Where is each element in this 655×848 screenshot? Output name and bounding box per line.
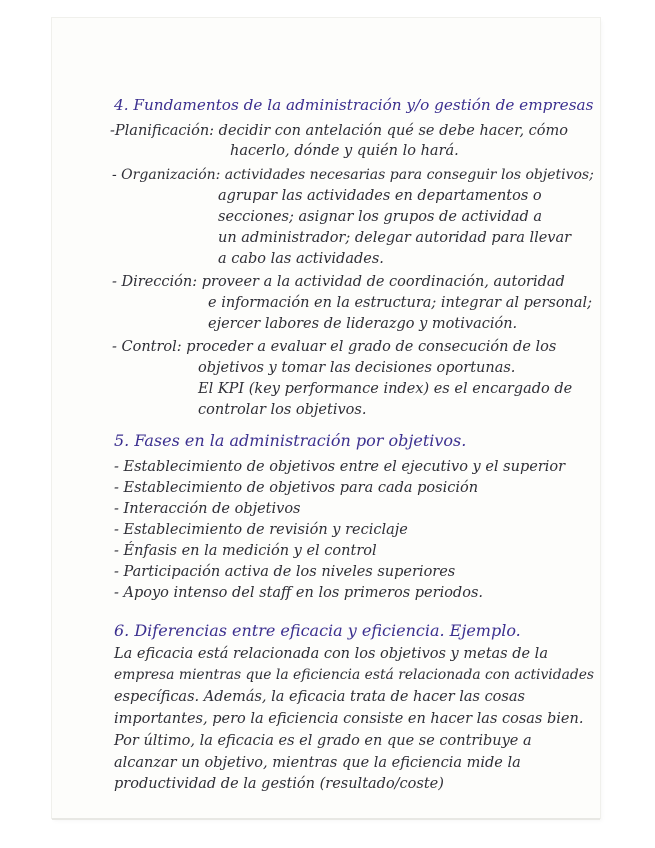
section-5-item: - Establecimiento de objetivos entre el ejecutivo y el superior — [114, 459, 566, 475]
section-5-heading: 5. Fases en la administración por objetivos. — [114, 431, 467, 450]
section-5-item: - Apoyo intenso del staff en los primeros periodos. — [114, 585, 483, 601]
section-6-line: específicas. Además, la eficacia trata de hacer las cosas — [114, 689, 525, 705]
section-4-line: e información en la estructura; integrar al personal; — [208, 295, 593, 311]
section-4-line: El KPI (key performance index) es el encargado de — [198, 381, 573, 397]
section-6-line: productividad de la gestión (resultado/coste) — [114, 776, 444, 792]
section-4-line: a cabo las actividades. — [218, 251, 384, 267]
section-4-line: -Planificación: decidir con antelación qué se debe hacer, cómo — [110, 123, 569, 139]
section-6-heading: 6. Diferencias entre eficacia y eficiencia. Ejemplo. — [114, 621, 521, 640]
section-6-line: alcanzar un objetivo, mientras que la eficiencia mide la — [114, 755, 521, 771]
section-4-line: - Dirección: proveer a la actividad de coordinación, autoridad — [112, 274, 565, 290]
section-4-line: controlar los objetivos. — [198, 402, 367, 418]
section-4-line: hacerlo, dónde y quién lo hará. — [230, 143, 459, 159]
section-6-line: importantes, pero la eficiencia consiste en hacer las cosas bien. — [114, 711, 584, 727]
section-4-line: - Organización: actividades necesarias para conseguir los objetivos; — [112, 167, 594, 183]
section-4-line: un administrador; delegar autoridad para llevar — [218, 230, 572, 246]
section-6-line: Por último, la eficacia es el grado en que se contribuye a — [114, 733, 532, 749]
section-4-line: agrupar las actividades en departamentos o — [218, 188, 542, 204]
section-6-line: empresa mientras que la eficiencia está relacionada con actividades — [114, 667, 595, 683]
section-4-line: secciones; asignar los grupos de actividad a — [218, 209, 543, 225]
section-5-item: - Participación activa de los niveles superiores — [114, 564, 456, 580]
section-5-item: - Establecimiento de objetivos para cada posición — [114, 480, 479, 496]
page-edge-shadow — [52, 818, 600, 820]
handwritten-notes-page — [52, 18, 600, 818]
section-4-line: - Control: proceder a evaluar el grado de consecución de los — [112, 339, 557, 355]
section-4-line: ejercer labores de liderazgo y motivación. — [208, 316, 518, 332]
section-5-item: - Establecimiento de revisión y reciclaje — [114, 522, 408, 538]
section-4-heading: 4. Fundamentos de la administración y/o gestión de empresas — [114, 96, 594, 114]
section-5-item: - Interacción de objetivos — [114, 501, 301, 517]
section-4-line: objetivos y tomar las decisiones oportunas. — [198, 360, 516, 376]
section-5-item: - Énfasis en la medición y el control — [114, 543, 377, 559]
section-6-line: La eficacia está relacionada con los objetivos y metas de la — [114, 646, 548, 662]
